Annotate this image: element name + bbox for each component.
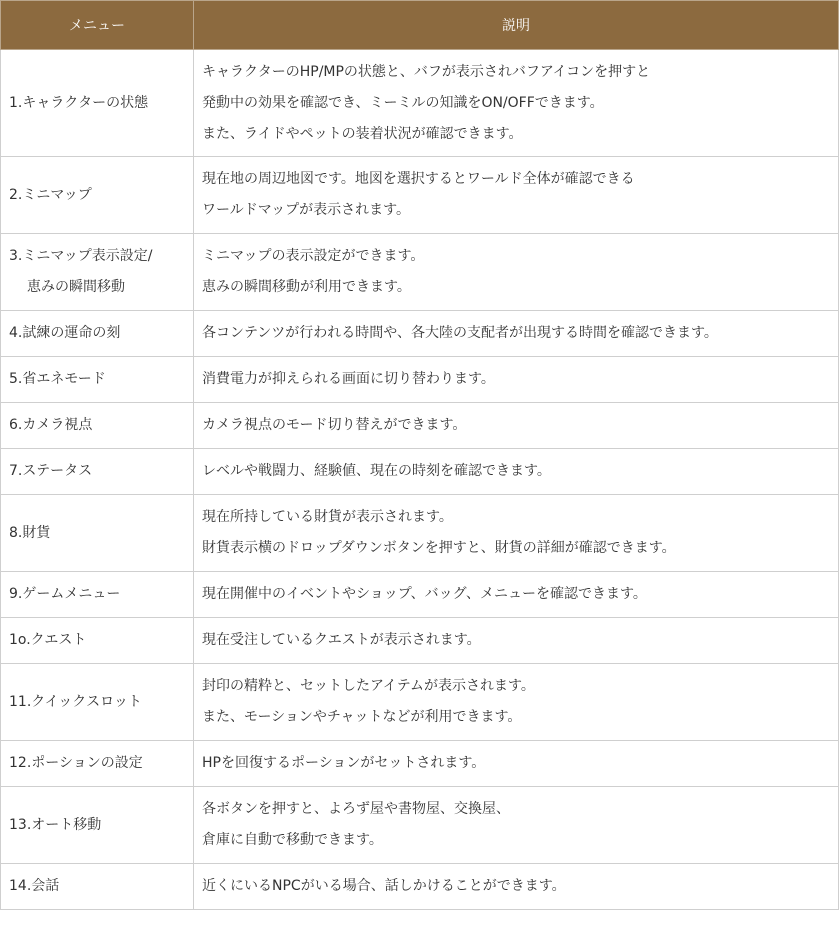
menu-text: 恵みの瞬間移動 <box>27 279 125 295</box>
menu-text: 8.財貨 <box>9 524 51 541</box>
table-row <box>1 311 839 357</box>
menu-text: 9.ゲームメニュー <box>9 586 121 602</box>
description-text: 現在開催中のイベントやショップ、バッグ、メニューを確認できます。 <box>202 586 647 602</box>
menu-text: 6.カメラ視点 <box>9 417 93 433</box>
menu-cell <box>1 234 194 311</box>
menu-text: 1o.クエスト <box>9 632 87 648</box>
description-text: 現在受注しているクエストが表示されます。 <box>202 632 481 648</box>
description-cell <box>194 741 839 787</box>
description-cell <box>194 572 839 618</box>
description-text: 恵みの瞬間移動が利用できます。 <box>202 279 411 295</box>
menu-text: 12.ポーションの設定 <box>9 755 143 771</box>
menu-text: 7.ステータス <box>9 463 93 479</box>
description-text: カメラ視点のモード切り替えができます。 <box>202 417 467 433</box>
table-body <box>1 50 839 910</box>
description-cell <box>194 449 839 495</box>
description-text: キャラクターのHP/MPの状態と、バフが表示されバフアイコンを押すと <box>202 63 651 80</box>
description-cell <box>194 234 839 311</box>
description-text: ワールドマップが表示されます。 <box>202 202 411 218</box>
description-text: 封印の精粋と、セットしたアイテムが表示されます。 <box>202 678 535 694</box>
menu-cell <box>1 495 194 572</box>
table-row <box>1 618 839 664</box>
menu-cell <box>1 403 194 449</box>
menu-text: 2.ミニマップ <box>9 186 92 203</box>
menu-text: 4.試練の運命の刻 <box>9 325 121 341</box>
table-row <box>1 357 839 403</box>
description-cell <box>194 357 839 403</box>
table-row <box>1 572 839 618</box>
description-cell <box>194 864 839 910</box>
table-row <box>1 234 839 311</box>
menu-cell <box>1 664 194 741</box>
description-text: 財貨表示横のドロップダウンボタンを押すと、財貨の詳細が確認できます。 <box>202 540 676 556</box>
description-text: また、ライドやペットの装着状況が確認できます。 <box>202 125 523 142</box>
description-cell <box>194 495 839 572</box>
menu-text: 5.省エネモード <box>9 371 106 387</box>
description-cell <box>194 664 839 741</box>
menu-text: 1.キャラクターの状態 <box>9 94 149 111</box>
header-description: 説明 <box>194 1 839 50</box>
description-cell <box>194 787 839 864</box>
table-row <box>1 403 839 449</box>
description-text: また、モーションやチャットなどが利用できます。 <box>202 709 522 725</box>
menu-text: 14.会話 <box>9 878 60 894</box>
menu-cell <box>1 157 194 234</box>
table-row <box>1 449 839 495</box>
description-cell <box>194 403 839 449</box>
description-cell <box>194 618 839 664</box>
table-row <box>1 495 839 572</box>
table-row <box>1 50 839 157</box>
menu-cell <box>1 618 194 664</box>
table-header-row <box>1 1 839 50</box>
description-text: 現在所持している財貨が表示されます。 <box>202 509 453 525</box>
menu-cell <box>1 449 194 495</box>
menu-cell <box>1 787 194 864</box>
table-row <box>1 787 839 864</box>
menu-cell <box>1 50 194 157</box>
menu-text: 13.オート移動 <box>9 816 102 833</box>
description-text: 現在地の周辺地図です。地図を選択するとワールド全体が確認できる <box>202 171 635 187</box>
table-row <box>1 864 839 910</box>
description-cell <box>194 157 839 234</box>
description-text: HPを回復するポーションがセットされます。 <box>202 755 486 771</box>
menu-text: 11.クイックスロット <box>9 693 142 710</box>
menu-cell <box>1 572 194 618</box>
description-text: 倉庫に自動で移動できます。 <box>202 832 383 848</box>
description-text: 各コンテンツが行われる時間や、各大陸の支配者が出現する時間を確認できます。 <box>202 325 718 341</box>
menu-cell <box>1 741 194 787</box>
menu-cell <box>1 357 194 403</box>
description-text: 発動中の効果を確認でき、ミーミルの知識をON/OFFできます。 <box>202 94 604 111</box>
description-text: 消費電力が抑えられる画面に切り替わります。 <box>202 371 495 387</box>
menu-text: 3.ミニマップ表示設定/ <box>9 248 153 264</box>
table-row <box>1 157 839 234</box>
description-cell <box>194 50 839 157</box>
description-cell <box>194 311 839 357</box>
menu-cell <box>1 864 194 910</box>
table-row <box>1 664 839 741</box>
description-text: ミニマップの表示設定ができます。 <box>202 248 425 264</box>
menu-cell <box>1 311 194 357</box>
description-text: レベルや戦闘力、経験値、現在の時刻を確認できます。 <box>202 463 551 479</box>
description-text: 各ボタンを押すと、よろず屋や書物屋、交換屋、 <box>202 801 510 817</box>
description-text: 近くにいるNPCがいる場合、話しかけることができます。 <box>202 878 566 894</box>
table-row <box>1 741 839 787</box>
header-menu: メニュー <box>1 1 194 50</box>
